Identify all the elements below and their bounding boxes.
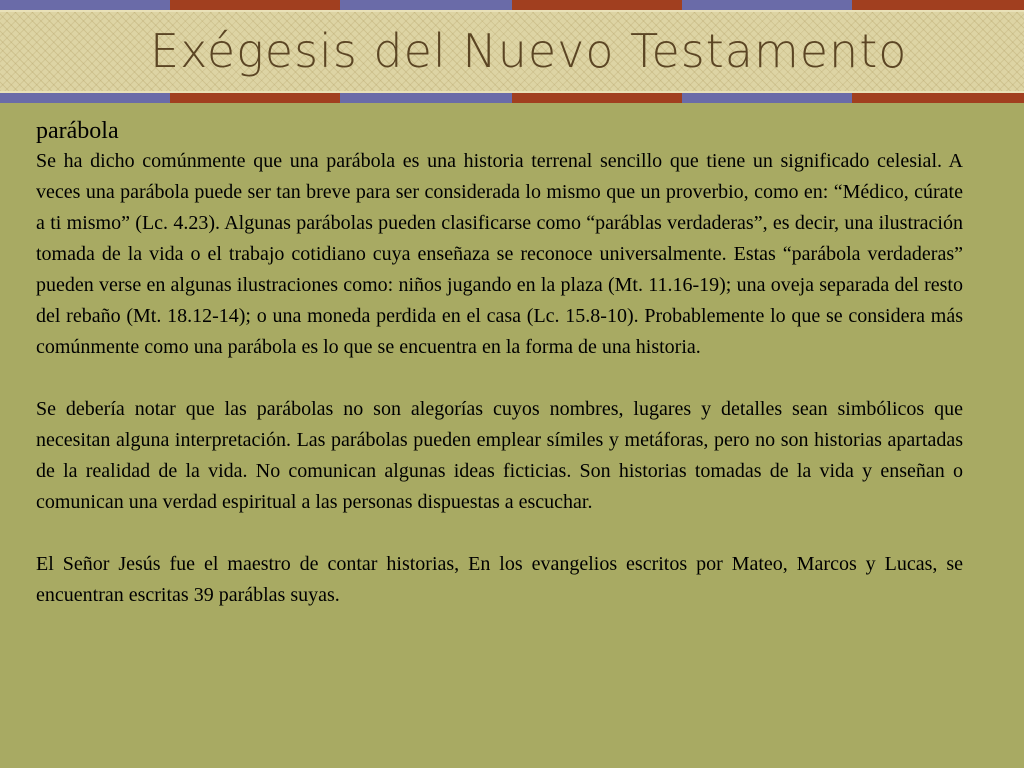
bottom-color-stripe <box>0 93 1024 103</box>
title-band <box>0 10 1024 93</box>
section-heading: parábola <box>36 118 119 144</box>
slide-title: Exégesis del Nuevo Testamento <box>150 24 908 78</box>
paragraph-not-allegories: Se debería notar que las parábolas no son alegorías cuyos nombres, lugares y detalles sean simbólicos que necesitan alguna interpretación. Las parábolas pueden emplear símiles y metáforas, pero no son historias apartadas de la realidad de la vida. No comunican algunas ideas ficticias. Son historias tomadas de la vida y enseñan o comunican una verdad espiritual a las personas dispuestas a escuchar. <box>36 398 963 513</box>
paragraph-jesus-storyteller: El Señor Jesús fue el maestro de contar historias, En los evangelios escritos por Mateo, Marcos y Lucas, se encuentran escritas 39 paráblas suyas. <box>36 553 963 606</box>
top-color-stripe <box>0 0 1024 10</box>
slide-body <box>36 116 963 611</box>
paragraph-definition: Se ha dicho comúnmente que una parábola es una historia terrenal sencillo que tiene un significado celesial. A veces una parábola puede ser tan breve para ser considerada lo mismo que un proverbio, como en: “Médico, cúrate a ti mismo” (Lc. 4.23). Algunas parábolas pueden clasificarse como “paráblas verdaderas”, es decir, una ilustración tomada de la vida o el trabajo cotidiano cuya enseñaza se reconoce universalmente. Estas “parábola verdaderas” pueden verse en algunas ilustraciones como: niños jugando en la plaza (Mt. 11.16-19); una oveja separada del resto del rebaño (Mt. 18.12-14); o una moneda perdida en el casa (Lc. 15.8-10). Probablemente lo que se considera más comúnmente como una parábola es lo que se encuentra en la forma de una historia. <box>36 150 963 358</box>
